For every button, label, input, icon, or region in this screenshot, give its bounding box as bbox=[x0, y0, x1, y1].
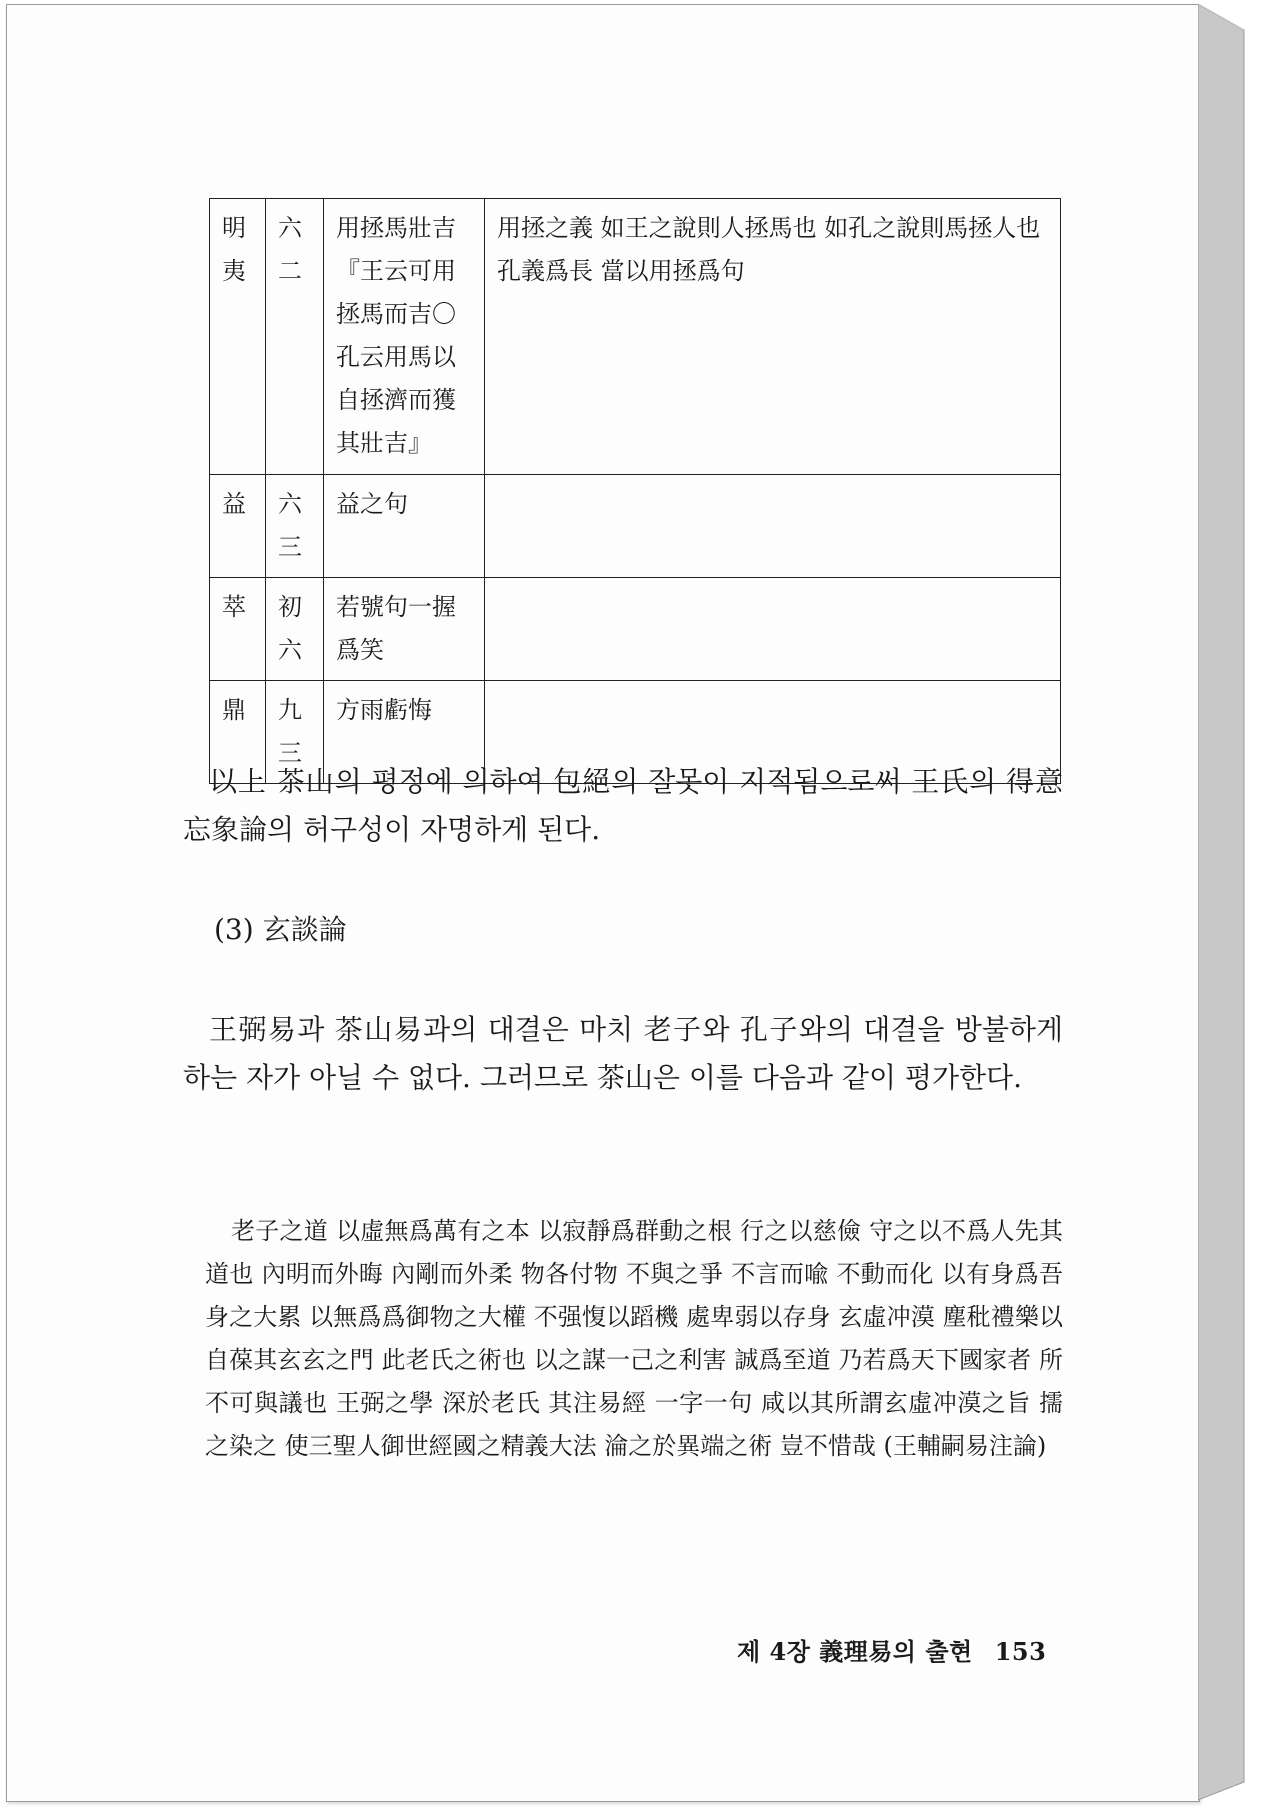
quotation-block: 老子之道 以虛無爲萬有之本 以寂靜爲群動之根 行之以慈儉 守之以不爲人先其道也 內明而外晦 內剛而外柔 物各付物 不與之爭 不言而喩 不動而化 以有身爲吾身之大累 以無爲爲御物之大權 不强愎以蹈機 處卑弱以存身 玄虛冲漠 塵秕禮樂以自葆其玄玄之門 此老氏之術也 以之謀一己之利害 誠爲至道 乃若爲天下國家者 所不可與議也 王弼之學 深於老氏 其注易經 一字一句 咸以其所謂玄虛冲漠之旨 擩之染之 使三聖人御世經國之精義大法 淪之於異端之術 豈不惜哉 (王輔嗣易注論) bbox=[205, 1217, 1063, 1460]
table-row bbox=[210, 475, 1061, 578]
comment-cell: 用拯之義 如王之說則人拯馬也 如孔之說則馬拯人也 孔義爲長 當以用拯爲句 bbox=[485, 199, 1061, 475]
text-cell: 益之句 bbox=[324, 475, 485, 578]
page-number: 153 bbox=[994, 1637, 1047, 1666]
section-heading: (3) 玄談論 bbox=[214, 913, 347, 946]
paragraph-evaluation: 以上 茶山의 평정에 의하여 包絕의 잘못이 지적됨으로써 王氏의 得意忘象論의 허구성이 자명하게 된다. bbox=[183, 765, 1063, 846]
chapter-title: 제 4장 義理易의 출현 bbox=[737, 1637, 973, 1666]
text-cell: 若號句一握爲笑 bbox=[324, 578, 485, 681]
line-cell: 初六 bbox=[266, 578, 324, 681]
reference-table bbox=[209, 198, 1061, 784]
table-row bbox=[210, 578, 1061, 681]
hexagram-cell: 萃 bbox=[210, 578, 266, 681]
hexagram-cell: 鼎 bbox=[210, 681, 266, 784]
text-cell: 方雨虧悔 bbox=[324, 681, 485, 784]
comment-cell bbox=[485, 578, 1061, 681]
line-cell: 六二 bbox=[266, 199, 324, 475]
line-cell: 六三 bbox=[266, 475, 324, 578]
paragraph-comparison: 王弼易과 茶山易과의 대결은 마치 老子와 孔子와의 대결을 방불하게 하는 자가 아닐 수 없다. 그러므로 茶山은 이를 다음과 같이 평가한다. bbox=[183, 1013, 1063, 1094]
line-cell: 九三 bbox=[266, 681, 324, 784]
book-spine bbox=[1198, 0, 1250, 1806]
comment-cell bbox=[485, 475, 1061, 578]
hexagram-cell: 明夷 bbox=[210, 199, 266, 475]
table-row bbox=[210, 199, 1061, 475]
running-footer bbox=[737, 1632, 1046, 1667]
hexagram-cell: 益 bbox=[210, 475, 266, 578]
text-cell: 用拯馬壯吉『王云可用拯馬而吉〇孔云用馬以自拯濟而獲其壯吉』 bbox=[324, 199, 485, 475]
